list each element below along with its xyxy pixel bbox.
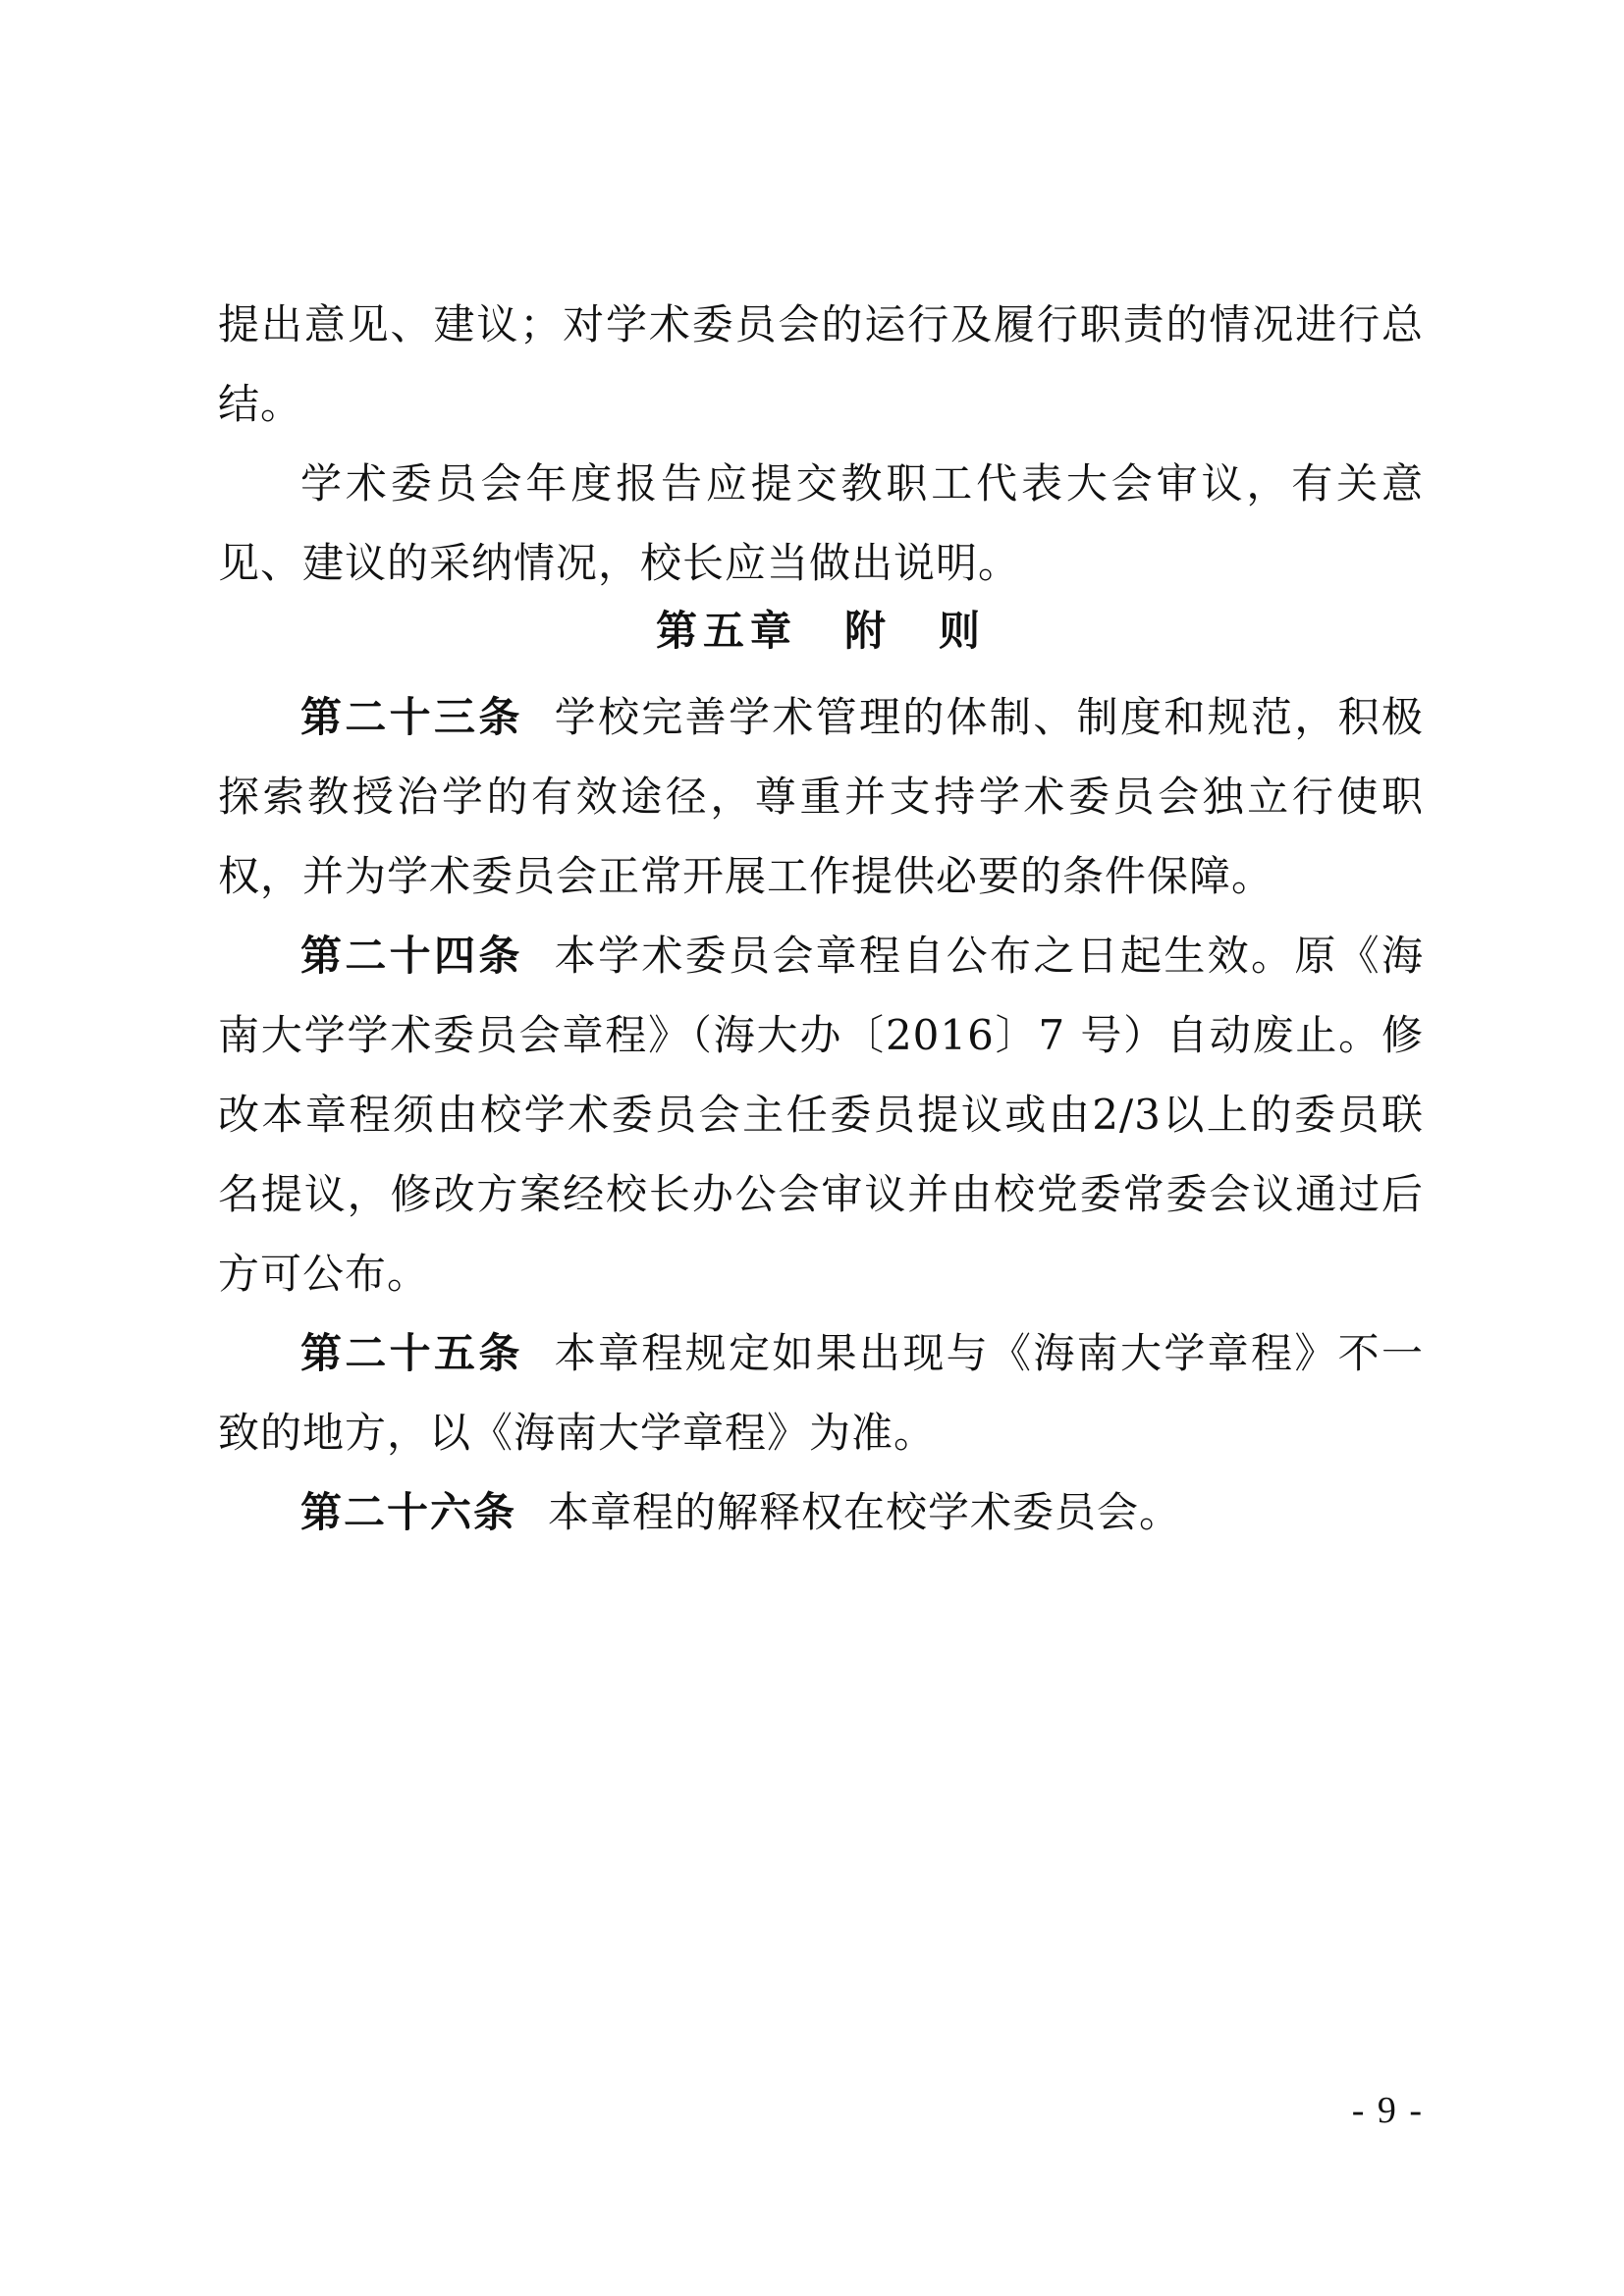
article-25-label: 第二十五条 <box>300 1329 523 1377</box>
paragraph-annual-report: 学术委员会年度报告应提交教职工代表大会审议，有关意见、建议的采纳情况，校长应当做出说明。 <box>218 459 1424 587</box>
page-number: - 9 - <box>1351 2090 1424 2131</box>
article-23-text: 学校完善学术管理的体制、制度和规范，积极探索教授治学的有效途径，尊重并支持学术委员会独立行使职权，并为学术委员会正常开展工作提供必要的条件保障。 <box>218 693 1424 900</box>
article-24-label: 第二十四条 <box>300 932 523 980</box>
article-24 <box>218 916 1424 1313</box>
chapter-title: 第五章 附 则 <box>655 607 986 655</box>
article-26-text: 本章程的解释权在校学术委员会。 <box>548 1488 1182 1536</box>
article-26-label: 第二十六条 <box>300 1488 517 1536</box>
article-23-label: 第二十三条 <box>300 693 523 741</box>
article-24-text: 本学术委员会章程自公布之日起生效。原《海南大学学术委员会章程》（海大办〔2016〕7 号）自动废止。修改本章程须由校学术委员会主任委员提议或由2/3以上的委员联名提议，修改方案经校长办公会审议并由校党委常委会议通过后方可公布。 <box>218 932 1424 1298</box>
paragraph-continuation: 提出意见、建议；对学术委员会的运行及履行职责的情况进行总结。 <box>218 300 1424 428</box>
article-25 <box>218 1313 1424 1472</box>
article-25-text: 本章程规定如果出现与《海南大学章程》不一致的地方，以《海南大学章程》为准。 <box>218 1329 1424 1457</box>
article-26 <box>218 1472 1424 1552</box>
article-23 <box>218 677 1424 916</box>
